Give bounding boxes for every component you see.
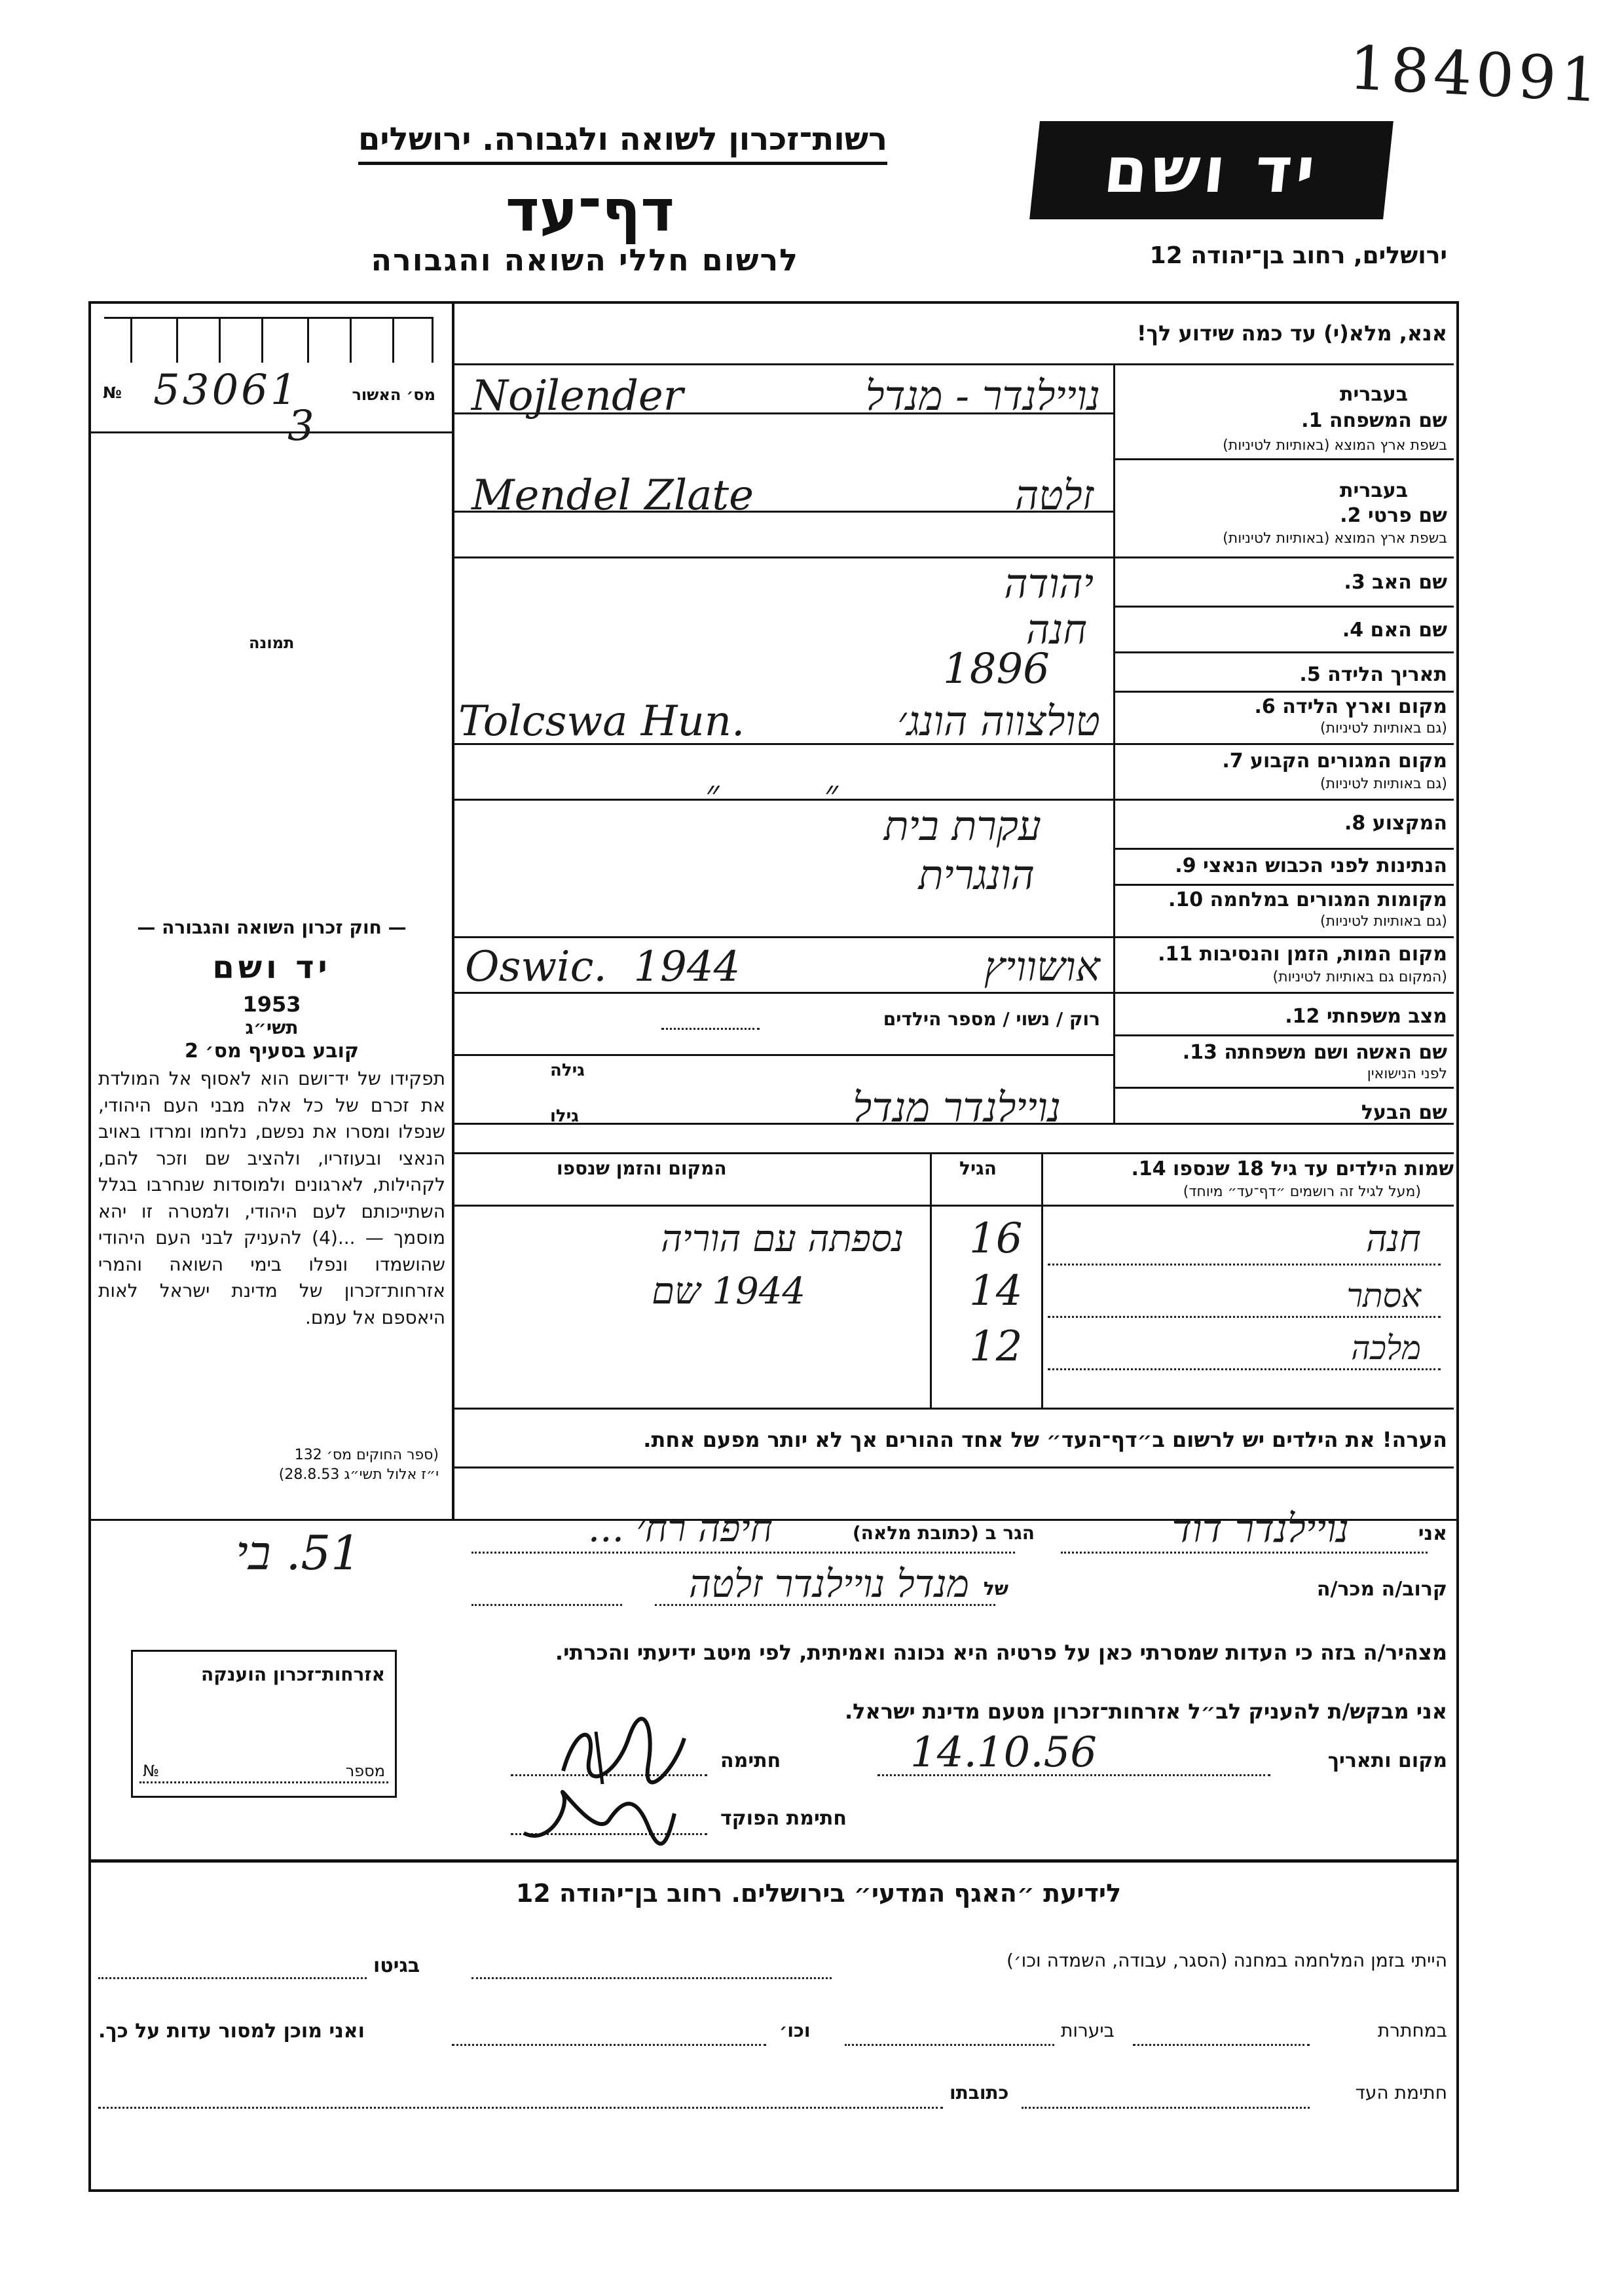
note: הערה! את הילדים יש לרשום ב״דף־העד״ של אחד ההורים אך לא יותר מפעם אחת. (643, 1427, 1447, 1452)
field-13-age-label: גילה (550, 1061, 585, 1080)
decl-i-label: אני (1418, 1522, 1447, 1545)
footer-title: לידיעת ״האגף המדעי״ בירושלים. רחוב בן־יהודה 12 (515, 1879, 1122, 1908)
certificate-subnumber: 3 (287, 402, 314, 450)
logo-text: יד ושם (1100, 134, 1323, 207)
decl-relative-label: קרוב/ה מכר/ה (1316, 1578, 1447, 1601)
field-2-num: 2. (1340, 504, 1361, 527)
field-1-label (1301, 409, 1447, 432)
husband-age-label: גילו (550, 1106, 579, 1126)
field-9-num: 9. (1175, 854, 1196, 877)
field-11-label-text: מקום המות, הזמן והנסיבות (1199, 943, 1447, 966)
field-2-latin-value: Mendel Zlate (471, 471, 754, 520)
footer-line3-start: חתימת העד (1355, 2082, 1447, 2104)
children-place-header: המקום והזמן שנספו (557, 1157, 727, 1179)
field-11-sub: (המקום גם באותיות לטיניות) (1272, 969, 1447, 985)
field-13-num: 13. (1182, 1041, 1217, 1064)
field-11-latin-value: Oswic. 1944 (465, 943, 741, 991)
field-1-num: 1. (1301, 409, 1323, 432)
field-2-hebrew-value: זלטה (1014, 471, 1094, 519)
field-1-hebrew-value: נויילנדר - מנדל (865, 372, 1100, 420)
field-7-value: ״ ״ (705, 773, 838, 815)
form-title: דף־עד (506, 177, 674, 244)
statement-1: מצהיר/ה בזה כי העדות שמסרתי כאן על פרטיה היא נכונה ואמיתית, לפי מיטב ידיעתי והכרתי. (555, 1640, 1447, 1665)
field-10-num: 10. (1168, 888, 1204, 911)
left-column-divider (452, 301, 454, 1519)
field-6-label-text: מקום וארץ הלידה (1282, 695, 1447, 718)
citizenship-number-label: מספר (345, 1762, 385, 1780)
certificate-number: 53061 (153, 366, 300, 414)
footer-line2-end: ואני מוכן למסור עדות על כך. (98, 2020, 365, 2043)
field-5-label-text: תאריך הלידה (1327, 663, 1447, 686)
field-11-hebrew-value: אושוויץ (984, 943, 1100, 991)
law-year-hebrew: תשי״ג (245, 1017, 299, 1038)
decl-lives-label: הגר ב (כתובת מלאה) (852, 1522, 1035, 1544)
field-5-value: 1896 (943, 645, 1050, 693)
field-2-label (1340, 504, 1447, 527)
signature-scribble-1 (544, 1712, 694, 1791)
decl-i-value: נויילנדר דוד (1172, 1506, 1349, 1552)
law-year: 1953 (242, 992, 301, 1017)
authority-title: רשות־זכרון לשואה ולגבורה. ירושלים (358, 121, 887, 165)
law-text: תפקידו של יד־ושם הוא לאסוף אל המולדת את זכרם של כל אלה מבני העם היהודי, שנפלו ומסרו את נפשם, נלחמו ומרדו באויב הנאצי ובעוזריו, ולהציב שם וזכר להם, לקהילות, לארגונים ולמוסדות שנחרבו בגלל השתייכותם לעם היהודי, ולמטרה זו יהא מוסמך — ...(4) להעניק לבני העם היהודי שהושמדו ונפלו בימי השואה והמרי אזרחות־זכרון של מדינת ישראל לאות היאספם אל עמם. (98, 1068, 445, 1328)
law-logo: יד ושם (212, 949, 331, 986)
signature-scribble-2 (511, 1781, 681, 1853)
field-2-label-text: שם פרטי (1367, 504, 1447, 527)
field-6-latin-value: Tolcswa Hun. (458, 697, 745, 746)
field-7-sub: (גם באותיות לטיניות) (1320, 776, 1447, 792)
field-7-label-text: מקום המגורים הקבוע (1250, 750, 1447, 773)
field-9-value: הונגרית (918, 851, 1035, 899)
field-4-label (1342, 619, 1447, 642)
field-9-label-text: הנתינות לפני הכבוש הנאצי (1203, 854, 1447, 877)
place-date-value: 14.10.56 (910, 1728, 1097, 1777)
field-12-label (1285, 1005, 1447, 1028)
law-source-1: (ספר החוקים מס׳ 132 (294, 1447, 439, 1463)
field-6-sub: (גם באותיות לטיניות) (1320, 720, 1447, 737)
form-subtitle: לרשום חללי השואה והגבורה (371, 242, 799, 278)
children-sub: (מעל לגיל זה רושמים ״דף־עד״ מיוחד) (1183, 1184, 1421, 1200)
children-title (1131, 1157, 1454, 1180)
field-8-label (1344, 812, 1447, 835)
child-1-name: חנה (1365, 1218, 1421, 1260)
address: ירושלים, רחוב בן־יהודה 12 (1149, 242, 1447, 269)
children-num: 14. (1131, 1157, 1166, 1180)
yad-vashem-logo (1029, 121, 1393, 219)
law-source-2: י״ז אלול תשי״ג 28.8.53) (278, 1467, 439, 1483)
husband-value: נויילנדר מנדל (853, 1084, 1061, 1131)
certificate-no-mark: № (103, 384, 122, 402)
signature-label: חתימה (720, 1749, 781, 1772)
field-3-value: יהודה (1004, 560, 1094, 608)
child-3-name: מלכה (1351, 1329, 1421, 1367)
field-5-label (1299, 663, 1447, 686)
law-title: — חוק זכרון השואה והגבורה — (137, 917, 407, 938)
field-3-num: 3. (1344, 571, 1365, 594)
field-3-label (1344, 571, 1447, 594)
field-4-value: חנה (1025, 606, 1087, 653)
decl-address-value: חיפה רח׳ ... (587, 1506, 773, 1550)
decl-of-label: של (983, 1578, 1008, 1599)
footer-address: כתובתו (950, 2082, 1009, 2104)
footer-line1-start: הייתי בזמן המלחמה במחנה (הסגר, עבודה, השמדה וכו׳) (1006, 1950, 1447, 1971)
citizenship-box (131, 1650, 397, 1798)
field-8-label-text: המקצוע (1372, 812, 1447, 835)
child-2-place: 1944 שם (652, 1270, 805, 1313)
child-3-age: 12 (969, 1322, 1023, 1371)
field-7-num: 7. (1222, 750, 1244, 773)
photo-label: תמונה (249, 634, 295, 652)
field-6-hebrew-value: טולצווה הונג׳ (897, 697, 1100, 745)
decl-of-value: מנדל נויילנדר זלטה (688, 1561, 969, 1606)
place-date-label: מקום ותאריך (1327, 1749, 1447, 1772)
citizenship-no-mark: № (143, 1762, 159, 1780)
child-2-name: אסתר (1346, 1277, 1421, 1315)
children-age-header: הגיל (959, 1157, 997, 1179)
field-10-label (1168, 888, 1447, 911)
footer-etc: וכו׳ (779, 2020, 811, 2041)
instruction: אנא, מלא(י) עד כמה שידוע לך! (1136, 321, 1447, 346)
child-1-age: 16 (969, 1214, 1023, 1263)
children-title-text: שמות הילדים עד גיל 18 שנספו (1173, 1157, 1454, 1180)
field-11-label (1158, 943, 1447, 966)
field-12-label-text: מצב משפחתי (1326, 1005, 1447, 1028)
footer-line2-start: במחתרת (1377, 2020, 1447, 2041)
field-2-hebrew-tag: בעברית (1340, 479, 1408, 502)
field-3-label-text: שם האב (1372, 571, 1447, 594)
certificate-label: מס׳ האשור (352, 386, 435, 404)
field-1-sub: בשפת ארץ המוצא (באותיות לטיניות) (1223, 437, 1447, 454)
field-4-label-text: שם האם (1370, 619, 1447, 642)
husband-label: שם הבעל (1361, 1101, 1447, 1124)
field-13-label-text: שם האשה ושם משפחתה (1224, 1041, 1447, 1064)
footer-ghetto: בגיטו (373, 1954, 420, 1977)
citizenship-title: אזרחות־זכרון הוענקה (201, 1664, 385, 1685)
field-11-num: 11. (1158, 943, 1193, 966)
law-clause: קובע בסעיף מס׳ 2 (184, 1040, 360, 1063)
statement-2: אני מבקש/ת להעניק לב״ל אזרחות־זכרון מטעם מדינת ישראל. (845, 1699, 1447, 1724)
field-13-sub: לפני הנישואין (1367, 1066, 1447, 1082)
field-4-num: 4. (1342, 619, 1364, 642)
field-6-num: 6. (1254, 695, 1276, 718)
field-7-label (1222, 750, 1447, 773)
field-12-options: רוק / נשוי / מספר הילדים (883, 1008, 1100, 1030)
field-13-label (1183, 1041, 1447, 1064)
archive-number: 184091 (1347, 32, 1604, 117)
field-9-label (1175, 854, 1447, 877)
official-signature-label: חתימת הפוקד (720, 1807, 847, 1830)
field-2-sub: בשפת ארץ המוצא (באותיות לטיניות) (1223, 530, 1447, 547)
field-10-sub: (גם באותיות לטיניות) (1320, 913, 1447, 930)
footer-forest: ביערות (1061, 2020, 1115, 2041)
field-12-num: 12. (1285, 1005, 1320, 1028)
field-8-num: 8. (1344, 812, 1366, 835)
child-2-age: 14 (969, 1267, 1023, 1315)
certificate-box (91, 304, 452, 450)
field-5-num: 5. (1299, 663, 1321, 686)
child-1-place: נספתה עם הוריה (661, 1218, 904, 1260)
field-8-value: עקרת בית (883, 802, 1041, 850)
field-6-label (1255, 695, 1447, 718)
field-1-hebrew-tag: בעברית (1340, 383, 1408, 406)
field-1-label-text: שם המשפחה (1329, 409, 1447, 432)
field-1-latin-value: Nojlender (471, 372, 684, 420)
margin-note: 51. בי (236, 1525, 361, 1580)
field-10-label-text: מקומות המגורים במלחמה (1209, 888, 1447, 911)
